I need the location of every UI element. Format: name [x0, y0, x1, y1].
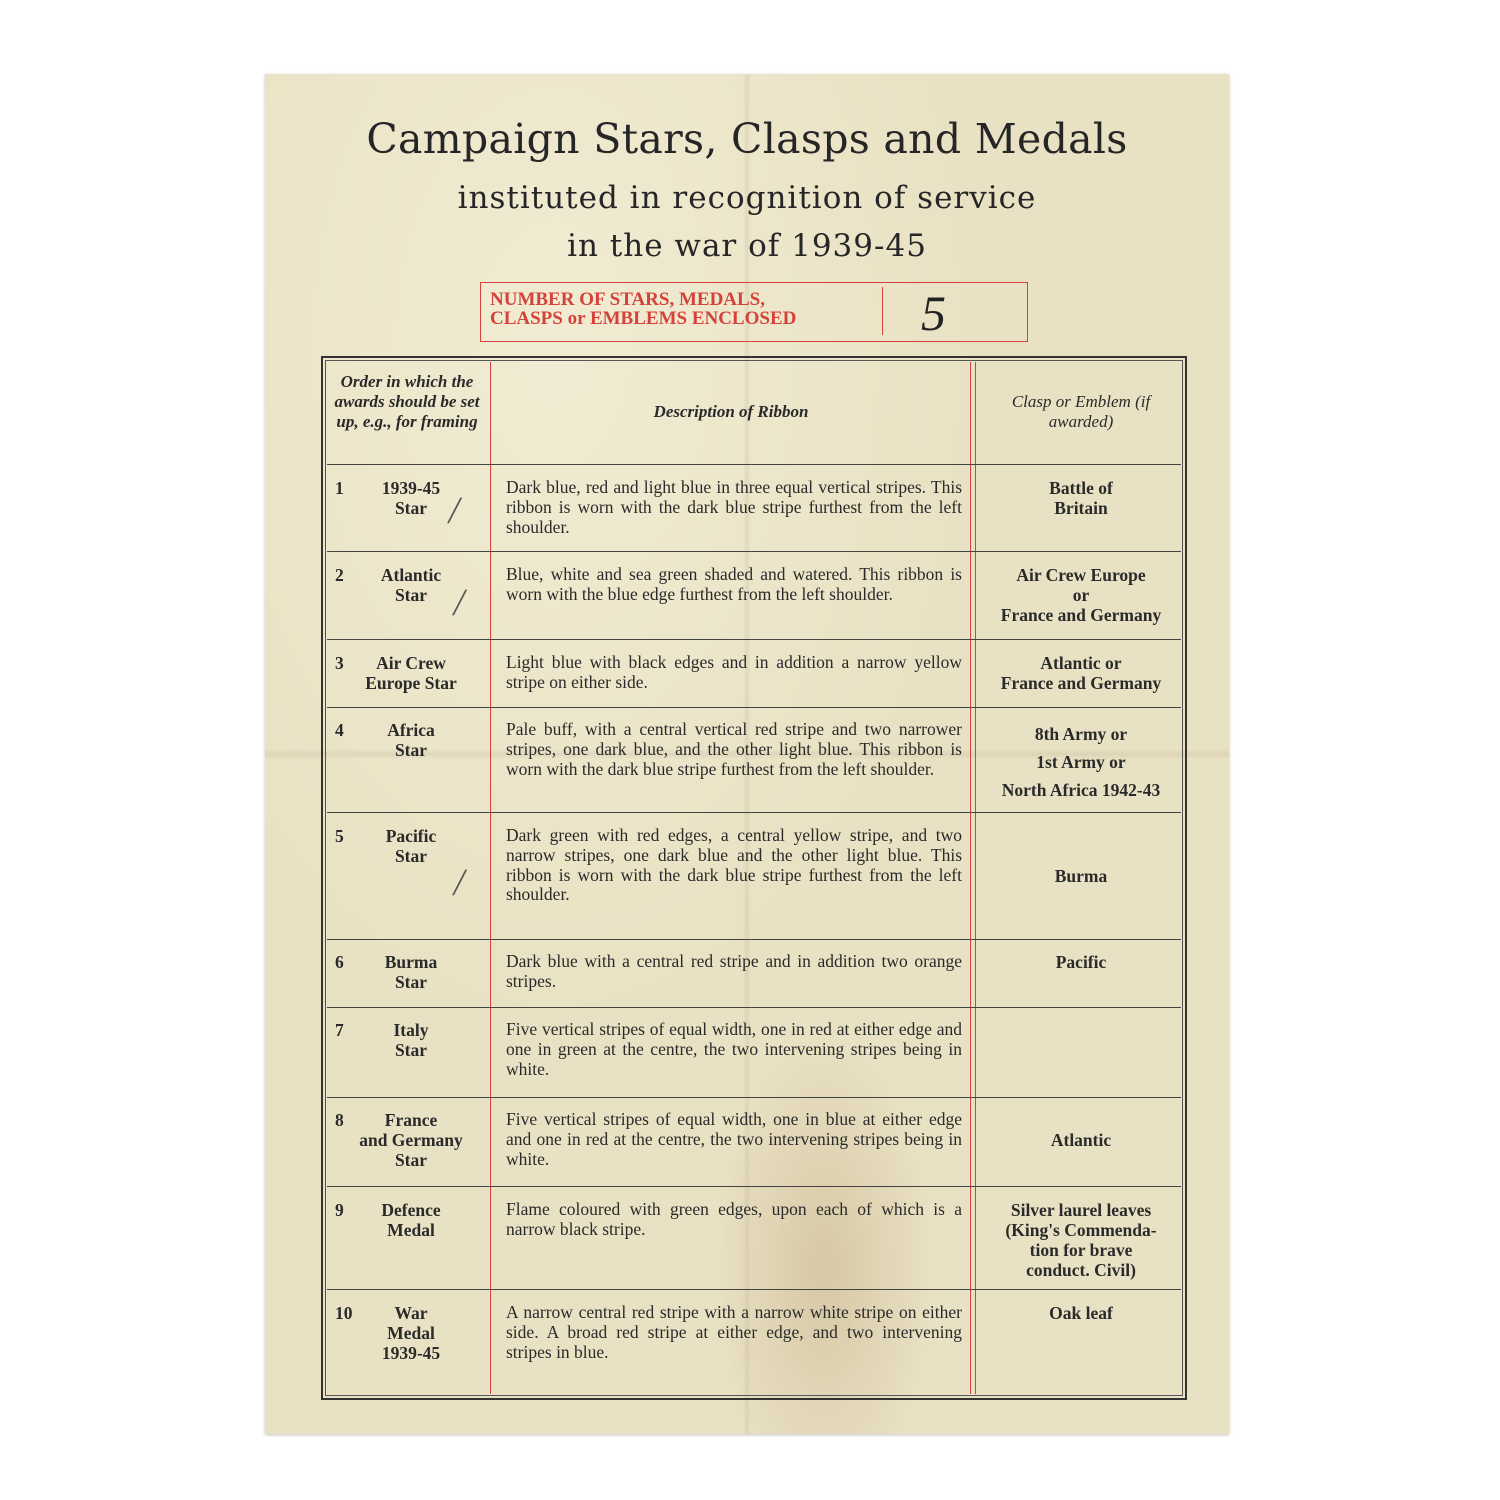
award-number: 8 — [335, 1110, 344, 1130]
column-rule-3 — [975, 362, 976, 1394]
document-subtitle-line-2: in the war of 1939-45 — [567, 228, 927, 264]
award-number: 4 — [335, 720, 344, 740]
row-rule — [327, 551, 1181, 552]
award-name: Defence Medal — [381, 1200, 441, 1240]
award-name: Air Crew Europe Star — [365, 653, 457, 693]
award-name: War Medal 1939-45 — [381, 1303, 441, 1363]
award-name: Africa Star — [387, 720, 435, 760]
row-rule — [327, 1289, 1181, 1290]
award-number: 6 — [335, 952, 344, 972]
row-rule — [327, 707, 1181, 708]
clasp-or-emblem: 8th Army or 1st Army or North Africa 1942-43 — [1001, 724, 1161, 800]
enclosed-count-value: 5 — [921, 285, 946, 341]
award-name: Pacific Star — [385, 826, 437, 866]
ribbon-description: Light blue with black edges and in addition a narrow yellow stripe on either side. — [506, 652, 962, 692]
ribbon-description: Five vertical stripes of equal width, one in red at either edge and one in green at the centre, the two intervening stripes being in white. — [506, 1019, 962, 1079]
ribbon-description: Pale buff, with a central vertical red stripe and two narrower stripes, one dark blue, and the other light blue. This ribbon is worn with the dark blue stripe furthest from the left shoulder. — [506, 719, 962, 779]
ribbon-description: Blue, white and sea green shaded and watered. This ribbon is worn with the blue edge furthest from the left shoulder. — [506, 564, 962, 604]
clasp-or-emblem: Atlantic — [1050, 1130, 1112, 1150]
award-number: 7 — [335, 1020, 344, 1040]
award-name: 1939-45 Star — [381, 478, 441, 518]
awards-table — [321, 356, 1187, 1400]
pencil-tick-mark: ╱ — [453, 870, 467, 895]
row-rule — [327, 1007, 1181, 1008]
column-rule-2 — [970, 362, 971, 1394]
award-number: 9 — [335, 1200, 344, 1220]
ribbon-description: Flame coloured with green edges, upon each of which is a narrow black stripe. — [506, 1199, 962, 1239]
header-order: Order in which the awards should be set up, e.g., for framing — [334, 372, 480, 431]
header-clasp: Clasp or Emblem (if awarded) — [1011, 392, 1151, 431]
award-number: 5 — [335, 826, 344, 846]
ribbon-description: A narrow central red stripe with a narrow white stripe on either side. A broad red stripe at either edge, and two intervening stripes in blue. — [506, 1302, 962, 1362]
pencil-tick-mark: ╱ — [453, 590, 467, 615]
row-rule — [327, 1097, 1181, 1098]
clasp-or-emblem: Oak leaf — [1049, 1303, 1113, 1323]
row-rule — [327, 939, 1181, 940]
clasp-or-emblem: Atlantic or France and Germany — [1000, 653, 1162, 693]
clasp-or-emblem: Air Crew Europe or France and Germany — [1000, 565, 1162, 625]
award-number: 3 — [335, 653, 344, 673]
award-name: Atlantic Star — [380, 565, 442, 605]
row-rule — [327, 812, 1181, 813]
row-rule — [327, 464, 1181, 465]
clasp-or-emblem: Pacific — [1055, 952, 1107, 972]
ribbon-description: Dark blue, red and light blue in three equal vertical stripes. This ribbon is worn with the dark blue stripe furthest from the left shoulder. — [506, 477, 962, 537]
award-name: Italy Star — [393, 1020, 429, 1060]
enclosed-count-divider — [882, 287, 883, 335]
row-rule — [327, 1186, 1181, 1187]
header-description: Description of Ribbon — [653, 402, 809, 421]
ribbon-description: Dark green with red edges, a central yellow stripe, and two narrow stripes, one dark blue and the other light blue. This ribbon is worn with the dark blue stripe furthest from the left shoulder. — [506, 825, 962, 905]
award-number: 1 — [335, 478, 344, 498]
row-rule — [327, 639, 1181, 640]
enclosed-count-box — [480, 282, 1028, 342]
pencil-tick-mark: ╱ — [448, 498, 462, 523]
ribbon-description: Five vertical stripes of equal width, one in blue at either edge and one in red at the centre, the two intervening stripes being in white. — [506, 1109, 962, 1169]
clasp-or-emblem: Battle of Britain — [1049, 478, 1113, 518]
ribbon-description: Dark blue with a central red stripe and in addition two orange stripes. — [506, 951, 962, 991]
document-title: Campaign Stars, Clasps and Medals — [366, 115, 1128, 163]
clasp-or-emblem: Burma — [1054, 866, 1108, 886]
enclosed-count-label: NUMBER OF STARS, MEDALS, CLASPS or EMBLEMS ENCLOSED — [490, 289, 797, 329]
document-sheet — [265, 74, 1229, 1434]
award-number: 2 — [335, 565, 344, 585]
award-number: 10 — [335, 1303, 353, 1323]
award-name: Burma Star — [384, 952, 438, 992]
award-name: France and Germany Star — [359, 1110, 463, 1170]
clasp-or-emblem: Silver laurel leaves (King's Commenda- tion for brave conduct. Civil) — [1005, 1200, 1157, 1280]
document-subtitle-line-1: instituted in recognition of service — [457, 180, 1037, 216]
